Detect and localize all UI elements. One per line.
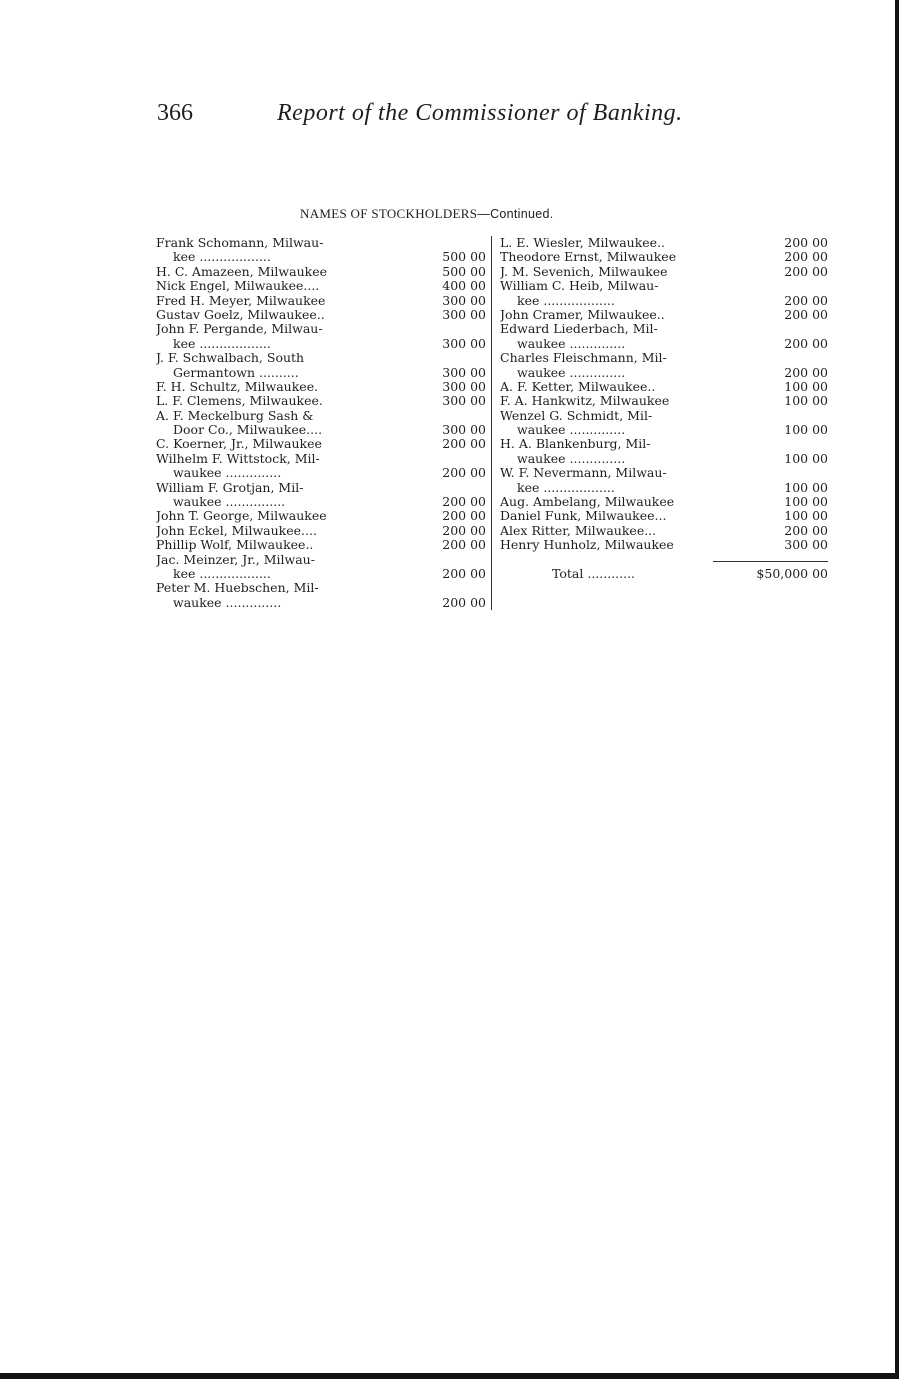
stockholder-entry [156, 308, 486, 322]
stockholder-entry [500, 250, 828, 264]
share-amount: 300 00 [442, 378, 486, 394]
stockholder-name-line: Door Co., Milwaukee.... [173, 423, 323, 438]
stockholder-name-line: Frank Schomann, Milwau- [156, 236, 324, 250]
stockholder-entry [500, 265, 828, 279]
stockholder-name-line: F. A. Hankwitz, Milwaukee [500, 394, 670, 409]
stockholder-entry [500, 524, 828, 538]
stockholder-name-line: kee .................. [517, 480, 615, 495]
stockholder-name-line: L. F. Clemens, Milwaukee. [156, 394, 323, 409]
total-row [500, 561, 828, 581]
share-amount: 400 00 [442, 278, 486, 294]
stockholder-entry [156, 509, 486, 523]
stockholder-entry [500, 466, 828, 495]
stockholder-name-line: L. E. Wiesler, Milwaukee.. [500, 236, 666, 250]
stockholder-name-line: C. Koerner, Jr., Milwaukee [156, 437, 322, 452]
column-divider [491, 236, 492, 610]
stockholder-entry [156, 452, 486, 481]
share-amount: 200 00 [784, 263, 828, 279]
stockholder-name-line: Alex Ritter, Milwaukee... [500, 523, 657, 538]
stockholder-name-line: Fred H. Meyer, Milwaukee [156, 293, 326, 308]
share-amount: 200 00 [784, 364, 828, 380]
stockholder-name-line: John F. Pergande, Milwau- [156, 322, 323, 337]
stockholder-name-line: waukee .............. [517, 336, 626, 351]
share-amount: 100 00 [784, 479, 828, 495]
section-heading-continued: —Continued. [477, 207, 554, 221]
stockholder-name-line: waukee .............. [173, 595, 282, 610]
stockholder-name-line: Wilhelm F. Wittstock, Mil- [156, 451, 320, 466]
share-amount: 200 00 [784, 335, 828, 351]
stockholder-name-line: William F. Grotjan, Mil- [156, 480, 304, 495]
stockholder-list-left [156, 236, 486, 610]
share-amount: 300 00 [442, 364, 486, 380]
stockholder-name-line: Henry Hunholz, Milwaukee [500, 538, 674, 553]
stockholder-name-line: kee .................. [173, 336, 271, 351]
share-amount: 300 00 [442, 335, 486, 351]
share-amount: 300 00 [442, 422, 486, 438]
stockholder-entry [156, 265, 486, 279]
share-amount: 200 00 [442, 494, 486, 510]
stockholder-name-line: waukee ............... [173, 495, 286, 510]
stockholder-entry [500, 351, 828, 380]
stockholder-name-line: H. A. Blankenburg, Mil- [500, 437, 651, 452]
share-amount: 200 00 [784, 235, 828, 250]
stockholder-entry [500, 380, 828, 394]
share-amount: 100 00 [784, 508, 828, 524]
stockholder-entry [500, 538, 828, 552]
share-amount: 300 00 [442, 393, 486, 409]
stockholder-name-line: W. F. Nevermann, Milwau- [500, 466, 667, 481]
stockholder-entry [156, 236, 486, 265]
stockholder-name-line: Nick Engel, Milwaukee.... [156, 279, 320, 294]
stockholder-entry [156, 409, 486, 438]
stockholder-name-line: Phillip Wolf, Milwaukee.. [156, 538, 314, 553]
share-amount: 100 00 [784, 422, 828, 438]
share-amount: 200 00 [442, 565, 486, 581]
stockholder-entry [156, 380, 486, 394]
stockholder-entry [156, 538, 486, 552]
share-amount: 200 00 [442, 436, 486, 452]
share-amount: 200 00 [442, 537, 486, 553]
stockholder-name-line: A. F. Ketter, Milwaukee.. [500, 379, 656, 394]
stockholder-entry [500, 495, 828, 509]
share-amount: 200 00 [784, 306, 828, 322]
share-amount: 100 00 [784, 494, 828, 510]
stockholder-name-line: waukee .............. [517, 423, 626, 438]
share-amount: 200 00 [442, 522, 486, 538]
stockholder-name-line: Aug. Ambelang, Milwaukee [500, 495, 675, 510]
stockholder-entry [156, 279, 486, 293]
stockholder-name-line: Wenzel G. Schmidt, Mil- [500, 408, 653, 423]
stockholder-entry [500, 509, 828, 523]
page-number: 366 [157, 100, 193, 126]
stockholder-entry [156, 524, 486, 538]
stockholder-entry [500, 236, 828, 250]
share-amount: 200 00 [442, 508, 486, 524]
section-heading [300, 206, 660, 222]
stockholder-entry [156, 322, 486, 351]
stockholder-entry [156, 581, 486, 610]
share-amount: 300 00 [442, 292, 486, 308]
stockholder-entry [500, 322, 828, 351]
stockholder-name-line: John Eckel, Milwaukee.... [156, 523, 317, 538]
stockholder-name-line: waukee .............. [517, 451, 626, 466]
stockholder-name-line: John Cramer, Milwaukee.. [500, 307, 665, 322]
stockholder-name-line: Charles Fleischmann, Mil- [500, 351, 667, 366]
share-amount: 200 00 [784, 292, 828, 308]
stockholder-name-line: Edward Liederbach, Mil- [500, 322, 658, 337]
stockholder-name-line: John T. George, Milwaukee [156, 509, 327, 524]
stockholder-entry [500, 308, 828, 322]
total-rule [713, 561, 828, 562]
share-amount: 100 00 [784, 450, 828, 466]
stockholder-entry [156, 481, 486, 510]
stockholder-entry [156, 351, 486, 380]
stockholder-entry [156, 553, 486, 582]
share-amount: 200 00 [442, 465, 486, 481]
stockholder-name-line: William C. Heib, Milwau- [500, 279, 659, 294]
stockholder-name-line: A. F. Meckelburg Sash & [156, 408, 314, 423]
share-amount: 200 00 [442, 594, 486, 610]
stockholder-list-right [500, 236, 828, 581]
running-title: Report of the Commissioner of Banking. [277, 100, 683, 126]
scan-edge-right [895, 0, 899, 1379]
stockholder-name-line: kee .................. [173, 566, 271, 581]
stockholder-name-line: Gustav Goelz, Milwaukee.. [156, 307, 325, 322]
stockholder-entry [500, 409, 828, 438]
share-amount: 100 00 [784, 393, 828, 409]
share-amount: 500 00 [442, 263, 486, 279]
stockholder-name-line: Theodore Ernst, Milwaukee [500, 250, 677, 265]
stockholder-entry [156, 437, 486, 451]
stockholder-name-line: waukee .............. [173, 466, 282, 481]
stockholder-name-line: Daniel Funk, Milwaukee... [500, 509, 667, 524]
stockholder-name-line: H. C. Amazeen, Milwaukee [156, 264, 327, 279]
page-header [157, 96, 717, 136]
share-amount: 200 00 [784, 522, 828, 538]
stockholder-entry [156, 394, 486, 408]
stockholder-name-line: waukee .............. [517, 365, 626, 380]
stockholder-name-line: J. M. Sevenich, Milwaukee [500, 264, 668, 279]
stockholder-entry [500, 279, 828, 308]
stockholder-name-line: Jac. Meinzer, Jr., Milwau- [156, 552, 315, 567]
share-amount: 200 00 [784, 249, 828, 265]
scan-edge-bottom [0, 1373, 899, 1379]
stockholder-entry [500, 437, 828, 466]
stockholder-name-line: kee .................. [173, 250, 271, 265]
stockholder-name-line: J. F. Schwalbach, South [156, 351, 305, 366]
share-amount: 300 00 [784, 537, 828, 553]
total-amount: $50,000 00 [756, 565, 828, 581]
stockholder-name-line: kee .................. [517, 293, 615, 308]
stockholder-name-line: F. H. Schultz, Milwaukee. [156, 379, 319, 394]
total-label: Total ............ [552, 565, 636, 581]
share-amount: 500 00 [442, 249, 486, 265]
stockholder-entry [156, 294, 486, 308]
stockholder-name-line: Germantown .......... [173, 365, 299, 380]
share-amount: 100 00 [784, 378, 828, 394]
share-amount: 300 00 [442, 306, 486, 322]
stockholder-name-line: Peter M. Huebschen, Mil- [156, 581, 319, 596]
stockholder-entry [500, 394, 828, 408]
section-heading-text: NAMES OF STOCKHOLDERS [300, 206, 478, 221]
